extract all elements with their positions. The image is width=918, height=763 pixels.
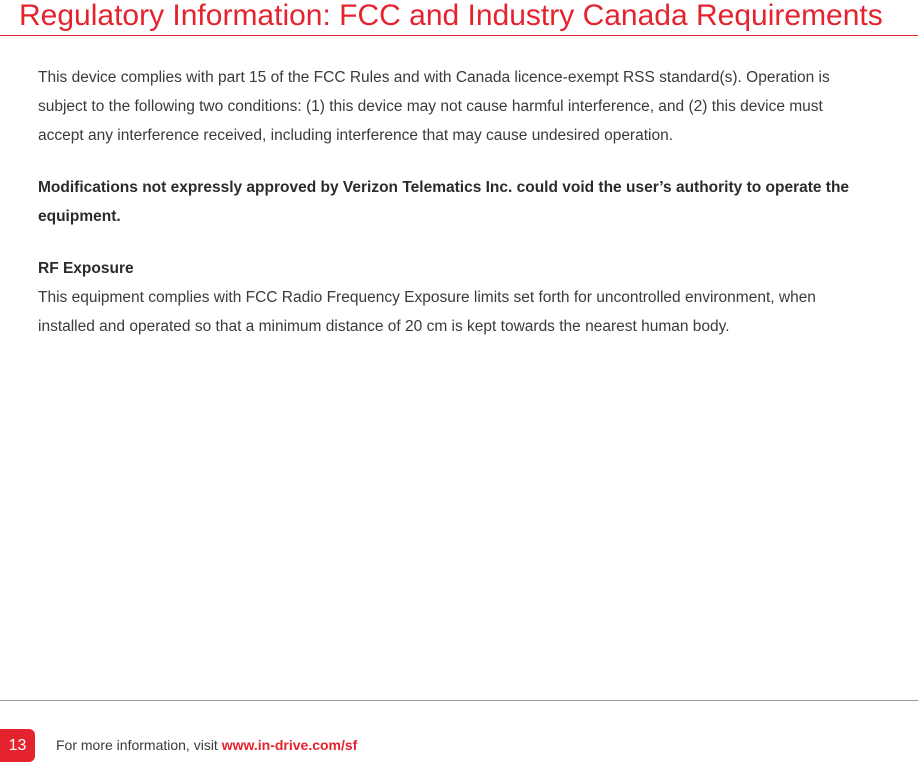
rf-exposure-text: This equipment complies with FCC Radio Frequency Exposure limits set forth for uncontrolled environment, when installed and operated so that a minimum distance of 20 cm is kept towards the nearest human body.: [38, 289, 816, 335]
compliance-paragraph: This device complies with part 15 of the FCC Rules and with Canada licence-exempt RSS standard(s). Operation is subject to the following two conditions: (1) this device may not cause harmful interference, and (2) this device must accept any interference received, including interference that may cause undesired operation.: [38, 69, 830, 144]
page-number-badge: 13: [0, 729, 35, 762]
page-title: Regulatory Information: FCC and Industry Canada Requirements: [19, 0, 883, 32]
footer-info: [56, 735, 357, 755]
rf-exposure-section: [38, 254, 868, 341]
footer-prefix: For more information, visit: [56, 737, 218, 753]
main-content: [38, 63, 868, 364]
title-divider: [0, 35, 918, 36]
rf-exposure-heading: RF Exposure: [38, 260, 134, 277]
website-link[interactable]: www.in-drive.com/sf: [221, 737, 358, 753]
modifications-warning: Modifications not expressly approved by Verizon Telematics Inc. could void the user’s authority to operate the equipment.: [38, 179, 850, 225]
footer-divider: [0, 700, 918, 701]
